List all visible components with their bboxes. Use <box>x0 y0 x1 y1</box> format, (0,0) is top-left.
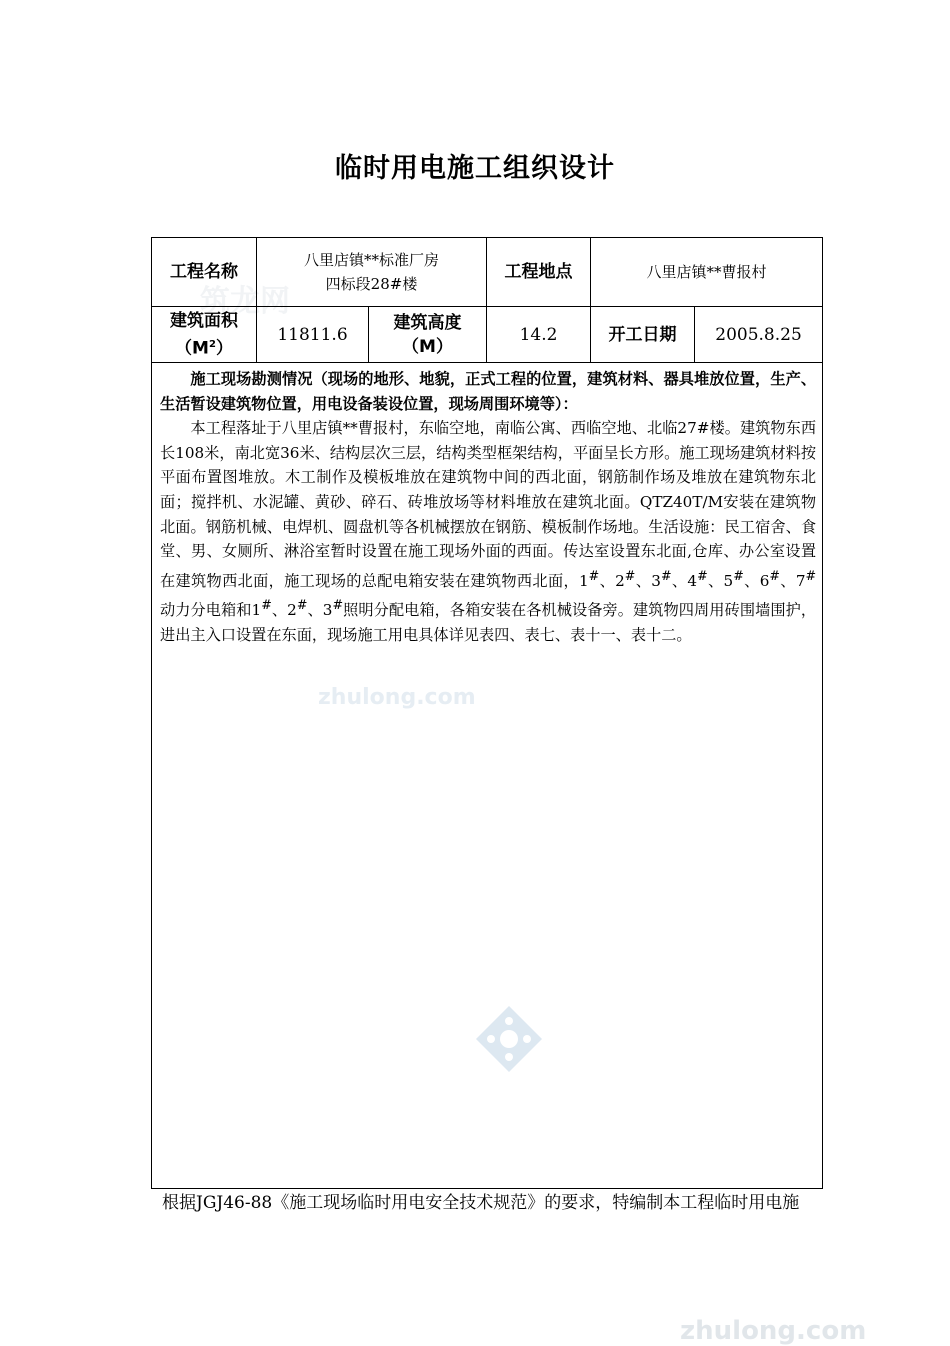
box-number: 7 <box>795 571 806 590</box>
footer-paragraph: 根据JGJ46-88《施工现场临时用电安全技术规范》的要求，特编制本工程临时用电施 <box>162 1193 800 1213</box>
box-number: 6 <box>759 571 770 590</box>
table-row <box>152 307 823 363</box>
document-title: 临时用电施工组织设计 <box>335 153 615 184</box>
building-height-value: 14.2 <box>487 307 591 363</box>
area-unit-sup: 2 <box>208 338 216 350</box>
project-name-value <box>257 238 487 307</box>
building-height-label <box>369 307 487 363</box>
separator: 、 <box>671 571 688 590</box>
box-mark: # <box>588 567 600 583</box>
building-area-label-line1: 建筑面积 <box>170 310 238 331</box>
building-area-label <box>152 307 257 363</box>
site-survey-heading: 施工现场勘测情况（现场的地形、地貌，正式工程的位置，建筑材料、器具堆放位置，生产、生活暂设建筑物位置，用电设备装设位置，现场周围环境等）： <box>160 370 817 413</box>
start-date-label: 开工日期 <box>591 307 695 363</box>
box-mark: # <box>296 597 308 613</box>
separator: 、 <box>743 571 760 590</box>
separator: 、 <box>307 601 323 620</box>
box-number: 2 <box>287 601 297 620</box>
start-date-value: 2005.8.25 <box>695 307 823 363</box>
survey-text-main: 本工程落址于八里店镇**曹报村，东临空地，南临公寓、西临空地、北临27#楼。建筑物东西长108米，南北宽36米、结构层次三层，结构类型框架结构，平面呈长方形。施工现场建筑材料按平面布置图堆放。木工制作及模板堆放在建筑物中间的西北面，钢筋制作场及堆放在建筑物东北面；搅拌机、水泥罐、黄砂、碎石、砖堆放场等材料堆放在建筑北面。QTZ40T/M安装在建筑物北面。钢筋机械、电焊机、圆盘机等各机械摆放在钢筋、模板制作场地。生活设施：民工宿舍、食堂、男、女厕所、淋浴室暂时设置在施工现场外面的西面。传达室设置东北面,仓库、办公室设置在建筑物西北面，施工现场的总配电箱安装在建筑物西北面， <box>160 419 817 590</box>
box-mark: # <box>624 567 636 583</box>
building-height-unit: （M） <box>402 336 453 357</box>
box-mark: # <box>660 567 672 583</box>
separator: 、 <box>599 571 616 590</box>
box-mark: # <box>805 567 817 583</box>
site-survey-paragraph <box>160 416 816 647</box>
separator: 、 <box>779 571 796 590</box>
separator: 、 <box>271 601 288 620</box>
project-name-line2: 四标段28#楼 <box>325 275 418 293</box>
box-number: 3 <box>651 571 661 590</box>
separator: 、 <box>707 571 724 590</box>
box-number: 1 <box>251 601 262 620</box>
watermark-emblem-icon <box>476 1006 542 1072</box>
box-number: 3 <box>322 601 333 620</box>
box-number: 5 <box>723 571 734 590</box>
box-mark: # <box>769 567 780 583</box>
survey-text-power: 动力分电箱和 <box>160 601 252 620</box>
watermark-bottom: zhulong.com <box>680 1316 867 1346</box>
site-survey-section <box>152 363 822 648</box>
box-mark: # <box>261 597 272 613</box>
box-number: 1 <box>578 571 589 590</box>
building-area-unit <box>152 333 256 361</box>
project-location-value: 八里店镇**曹报村 <box>591 238 823 307</box>
watermark-mid: zhulong.com <box>318 685 476 710</box>
box-number: 2 <box>615 571 625 590</box>
watermark-top: 筑龙网 <box>200 284 290 319</box>
box-mark: # <box>332 597 344 613</box>
survey-text-lighting: 照明分配电箱，各箱安装在各机械设备旁。建筑物四周用砖围墙围护，进出主入口设置在东面，现场施工用电具体详见表四、表七、表十一、表十二。 <box>160 601 817 645</box>
building-height-label-line1: 建筑高度 <box>393 312 462 333</box>
separator: 、 <box>635 571 652 590</box>
box-mark: # <box>733 567 744 583</box>
area-unit-close: ） <box>215 338 233 359</box>
box-number: 4 <box>687 571 698 590</box>
area-unit-open: （M <box>175 338 209 359</box>
project-name-label: 工程名称 <box>152 238 257 307</box>
project-location-label: 工程地点 <box>487 238 591 307</box>
building-area-value: 11811.6 <box>257 307 369 363</box>
project-name-line1: 八里店镇**标准厂房 <box>304 251 440 269</box>
box-mark: # <box>697 567 708 583</box>
table-row <box>152 238 823 307</box>
